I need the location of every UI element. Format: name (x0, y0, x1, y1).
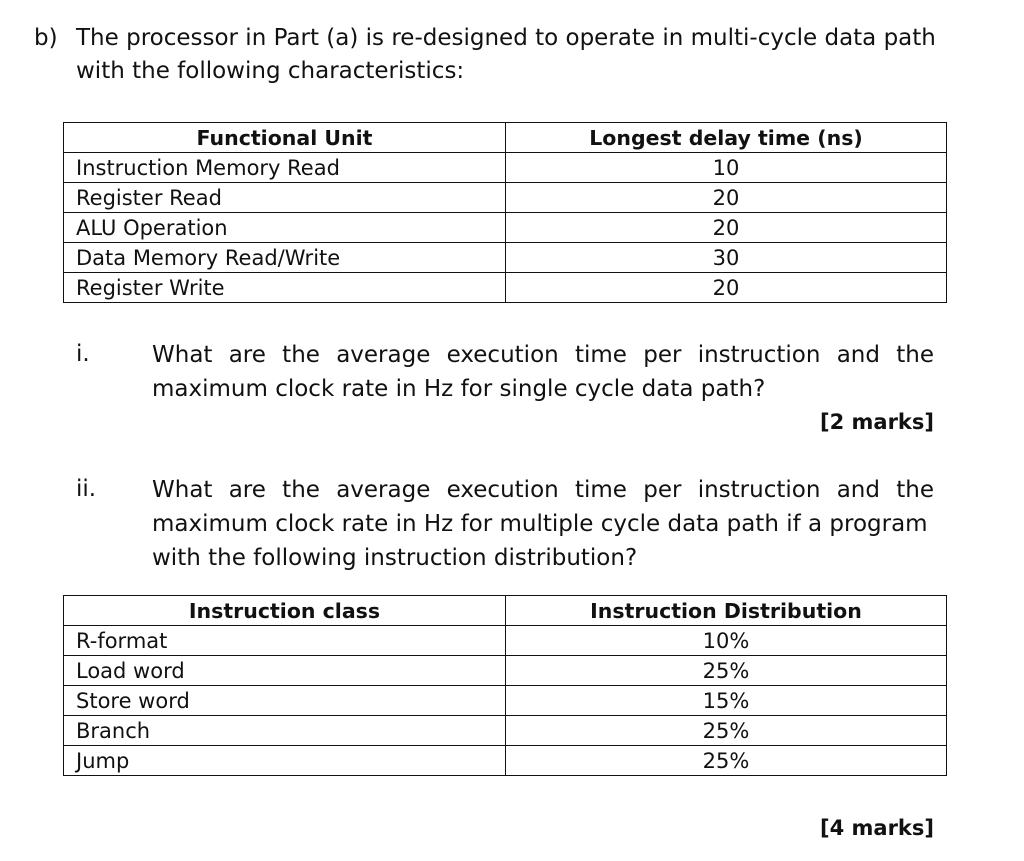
question-label: b) (34, 25, 58, 51)
instruction-class-cell: R-format (64, 626, 506, 656)
functional-unit-cell: Register Write (64, 273, 506, 303)
distribution-cell: 15% (506, 686, 947, 716)
column-header-instruction-distribution: Instruction Distribution (506, 596, 947, 626)
part-ii-line: What are the average execution time per instruction and the (152, 477, 934, 503)
distribution-cell: 25% (506, 656, 947, 686)
question-text-line: The processor in Part (a) is re-designed to operate in multi-cycle data path (76, 25, 936, 51)
functional-unit-cell: Data Memory Read/Write (64, 243, 506, 273)
table-header-row (64, 596, 947, 626)
distribution-cell: 25% (506, 716, 947, 746)
distribution-table (63, 595, 947, 776)
delay-time-cell: 20 (506, 213, 947, 243)
distribution-cell: 10% (506, 626, 947, 656)
functional-unit-cell: Register Read (64, 183, 506, 213)
part-i-marks: [2 marks] (820, 410, 934, 434)
delay-table (63, 122, 947, 303)
table-row (64, 626, 947, 656)
part-i-text (152, 338, 934, 406)
table-row (64, 656, 947, 686)
table-row (64, 746, 947, 776)
instruction-class-cell: Store word (64, 686, 506, 716)
table-row (64, 153, 947, 183)
part-i-line: What are the average execution time per instruction and the (152, 342, 934, 368)
part-ii-number: ii. (76, 476, 97, 502)
distribution-cell: 25% (506, 746, 947, 776)
table-row (64, 273, 947, 303)
question-text (76, 22, 956, 88)
delay-time-cell: 10 (506, 153, 947, 183)
table-row (64, 243, 947, 273)
column-header-functional-unit: Functional Unit (64, 123, 506, 153)
part-ii-line: maximum clock rate in Hz for multiple cycle data path if a program (152, 511, 928, 537)
part-i-number: i. (76, 341, 90, 367)
part-ii-text (152, 473, 934, 575)
part-ii-marks: [4 marks] (820, 816, 934, 840)
table-row (64, 716, 947, 746)
part-ii-line: with the following instruction distribution? (152, 545, 638, 571)
table-header-row (64, 123, 947, 153)
delay-time-cell: 20 (506, 273, 947, 303)
instruction-class-cell: Load word (64, 656, 506, 686)
table-row (64, 686, 947, 716)
instruction-class-cell: Branch (64, 716, 506, 746)
column-header-instruction-class: Instruction class (64, 596, 506, 626)
table-row (64, 183, 947, 213)
column-header-delay-time: Longest delay time (ns) (506, 123, 947, 153)
delay-time-cell: 20 (506, 183, 947, 213)
instruction-class-cell: Jump (64, 746, 506, 776)
table-row (64, 213, 947, 243)
delay-time-cell: 30 (506, 243, 947, 273)
question-text-line: with the following characteristics: (76, 58, 465, 84)
functional-unit-cell: Instruction Memory Read (64, 153, 506, 183)
part-i-line: maximum clock rate in Hz for single cycle data path? (152, 376, 766, 402)
functional-unit-cell: ALU Operation (64, 213, 506, 243)
